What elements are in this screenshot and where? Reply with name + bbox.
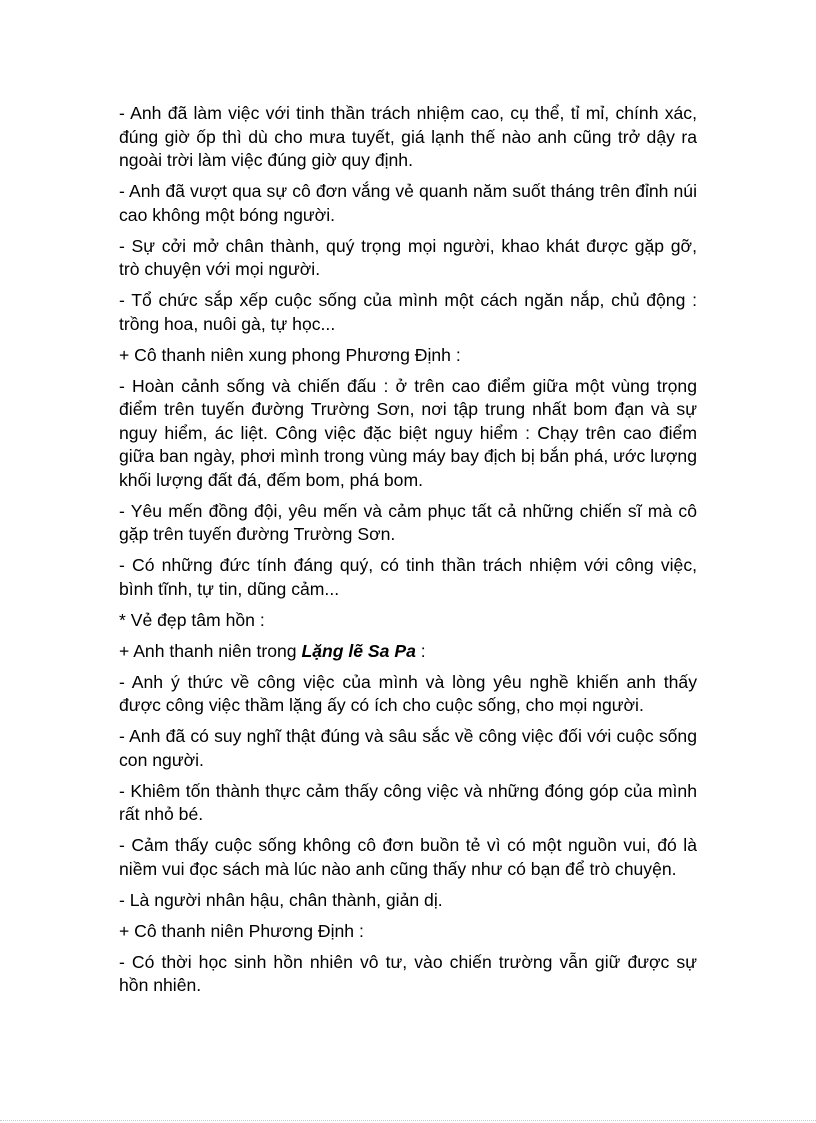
paragraph-12: - Anh đã có suy nghĩ thật đúng và sâu sắc về công việc đối với cuộc sống con người. [119, 726, 697, 770]
paragraph-11: - Anh ý thức về công việc của mình và lòng yêu nghề khiến anh thấy được công việc thầm lặng ấy có ích cho cuộc sống, cho mọi người. [119, 671, 697, 715]
heading-anh-thanh-nien [119, 640, 697, 664]
heading-prefix: + Anh thanh niên trong [119, 640, 302, 661]
heading-suffix: : [415, 640, 426, 661]
paragraph-15: - Là người nhân hậu, chân thành, giản dị. [119, 889, 443, 910]
heading-phuong-dinh: + Cô thanh niên xung phong Phương Định : [119, 344, 461, 365]
paragraph-3: - Sự cởi mở chân thành, quý trọng mọi người, khao khát được gặp gỡ, trò chuyện với mọi người. [119, 235, 697, 279]
paragraph-17: - Có thời học sinh hồn nhiên vô tư, vào chiến trường vẫn giữ được sự hồn nhiên. [119, 951, 697, 995]
heading-ve-dep-tam-hon: * Vẻ đẹp tâm hồn : [119, 609, 265, 630]
paragraph-6: - Hoàn cảnh sống và chiến đấu : ở trên cao điểm giữa một vùng trọng điểm trên tuyến đường Trường Sơn, nơi tập trung nhất bom đạn và sự nguy hiểm, ác liệt. Công việc đặc biệt nguy hiểm : Chạy trên cao điểm giữa ban ngày, phơi mình trong vùng máy bay địch bị bắn phá, ước lượng khối lượng đất đá, đếm bom, phá bom. [119, 375, 697, 490]
paragraph-4: - Tổ chức sắp xếp cuộc sống của mình một cách ngăn nắp, chủ động : trồng hoa, nuôi gà, tự học... [119, 290, 697, 334]
paragraph-8: - Có những đức tính đáng quý, có tinh thần trách nhiệm với công việc, bình tĩnh, tự tin, dũng cảm... [119, 555, 697, 599]
paragraph-7: - Yêu mến đồng đội, yêu mến và cảm phục tất cả những chiến sĩ mà cô gặp trên tuyến đường Trường Sơn. [119, 500, 697, 544]
document-body [119, 102, 697, 1005]
page-bottom-border [0, 1120, 816, 1121]
paragraph-13: - Khiêm tốn thành thực cảm thấy công việc và những đóng góp của mình rất nhỏ bé. [119, 780, 697, 824]
paragraph-14: - Cảm thấy cuộc sống không cô đơn buồn tẻ vì có một nguồn vui, đó là niềm vui đọc sách mà lúc nào anh cũng thấy như có bạn để trò chuyện. [119, 835, 697, 879]
heading-phuong-dinh-2: + Cô thanh niên Phương Định : [119, 920, 364, 941]
paragraph-2: - Anh đã vượt qua sự cô đơn vắng vẻ quanh năm suốt tháng trên đỉnh núi cao không một bóng người. [119, 181, 697, 225]
paragraph-1: - Anh đã làm việc với tinh thần trách nhiệm cao, cụ thể, tỉ mỉ, chính xác, đúng giờ ốp thì dù cho mưa tuyết, giá lạnh thế nào anh cũng trở dậy ra ngoài trời làm việc đúng giờ quy định. [119, 103, 697, 170]
book-title: Lặng lẽ Sa Pa [301, 640, 416, 661]
